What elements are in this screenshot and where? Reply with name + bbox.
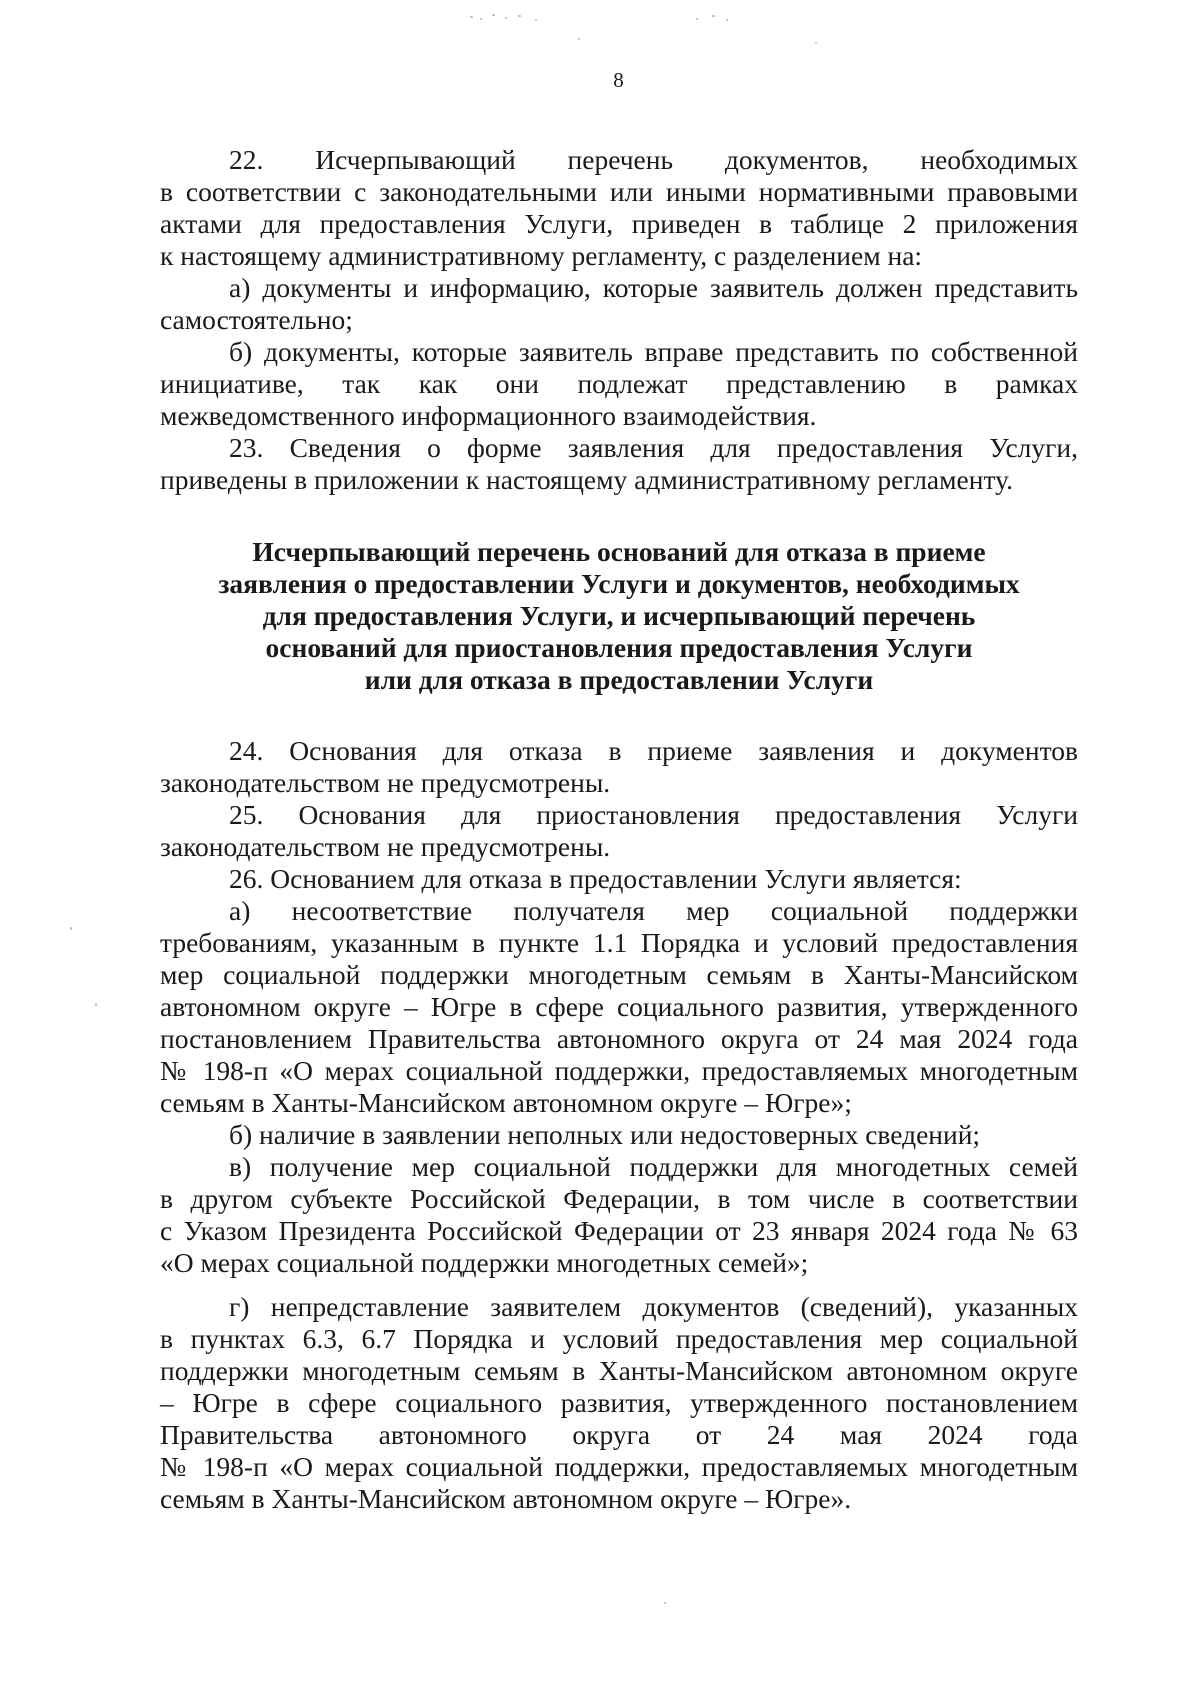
paragraph-line: 23. Сведения о форме заявления для предоставления Услуги, (229, 432, 1078, 463)
scan-artifact (664, 1602, 666, 1604)
paragraph-line: «О мерах социальной поддержки многодетных семей»; (160, 1247, 809, 1278)
paragraph-line: – Югре в сфере социального развития, утвержденного постановлением (160, 1387, 1078, 1418)
paragraph-line: поддержки многодетным семьям в Ханты-Мансийском автономном округе (160, 1355, 1078, 1386)
paragraph-line: мер социальной поддержки многодетным семьям в Ханты-Мансийском (160, 959, 1078, 990)
scan-artifact (480, 18, 482, 20)
scan-artifact (578, 38, 580, 40)
section-heading-line: или для отказа в предоставлении Услуги (364, 664, 874, 695)
scan-artifact (712, 15, 715, 17)
page-number: 8 (613, 68, 624, 92)
paragraph-line: а) несоответствие получателя мер социальной поддержки (229, 895, 1078, 926)
paragraph-line: инициативе, так как они подлежат представлению в рамках (160, 368, 1078, 399)
paragraph-line: в другом субъекте Российской Федерации, в том числе в соответствии (160, 1183, 1078, 1214)
paragraph-line: автономном округе – Югре в сфере социального развития, утвержденного (160, 991, 1078, 1022)
paragraph-line: семьям в Ханты-Мансийском автономном округе – Югре». (160, 1483, 852, 1514)
paragraph-line: в соответствии с законодательными или иными нормативными правовыми (160, 176, 1078, 207)
scan-artifact (70, 927, 72, 930)
paragraph-line: в) получение мер социальной поддержки для многодетных семей (229, 1151, 1078, 1182)
paragraph-line: Правительства автономного округа от 24 мая 2024 года (160, 1419, 1078, 1450)
paragraph-line: постановлением Правительства автономного округа от 24 мая 2024 года (160, 1023, 1078, 1054)
paragraph-line: № 198-п «О мерах социальной поддержки, предоставляемых многодетным (160, 1055, 1078, 1086)
paragraph-line: семьям в Ханты-Мансийском автономном округе – Югре»; (160, 1087, 852, 1118)
paragraph-line: № 198-п «О мерах социальной поддержки, предоставляемых многодетным (160, 1451, 1078, 1482)
paragraph-line: а) документы и информацию, которые заявитель должен представить (229, 272, 1078, 303)
paragraph-line: 25. Основания для приостановления предоставления Услуги (229, 799, 1078, 830)
paragraph-line: б) наличие в заявлении неполных или недостоверных сведений; (229, 1119, 981, 1150)
section-heading-line: для предоставления Услуги, и исчерпывающий перечень (262, 600, 976, 631)
paragraph-line: самостоятельно; (160, 304, 353, 335)
section-heading-line: Исчерпывающий перечень оснований для отказа в приеме (252, 536, 986, 567)
scan-artifact (492, 14, 495, 16)
scan-artifact (535, 19, 537, 21)
paragraph-line: актами для предоставления Услуги, приведен в таблице 2 приложения (160, 208, 1078, 239)
paragraph-line: 26. Основанием для отказа в предоставлении Услуги является: (229, 863, 962, 894)
paragraph-line: б) документы, которые заявитель вправе представить по собственной (229, 336, 1078, 367)
paragraph-line: с Указом Президента Российской Федерации от 23 января 2024 года № 63 (160, 1215, 1078, 1246)
paragraph-line: законодательством не предусмотрены. (160, 831, 611, 862)
paragraph-line: к настоящему административному регламенту, с разделением на: (160, 240, 923, 271)
paragraph-line: г) непредставление заявителем документов (сведений), указанных (229, 1291, 1078, 1322)
scan-artifact (726, 19, 728, 21)
scan-artifact (815, 42, 817, 44)
scan-artifact (95, 1003, 97, 1006)
section-heading-line: оснований для приостановления предоставления Услуги (265, 632, 973, 663)
scan-artifact (505, 17, 507, 19)
paragraph-line: межведомственного информационного взаимодействия. (160, 400, 817, 431)
paragraph-line: требованиям, указанным в пункте 1.1 Порядка и условий предоставления (160, 927, 1078, 958)
paragraph-line: в пунктах 6.3, 6.7 Порядка и условий предоставления мер социальной (160, 1323, 1078, 1354)
paragraph-line: приведены в приложении к настоящему административному регламенту. (160, 464, 1013, 495)
section-heading-line: заявления о предоставлении Услуги и документов, необходимых (218, 568, 1020, 599)
scan-artifact (470, 16, 473, 18)
paragraph-line: законодательством не предусмотрены. (160, 767, 611, 798)
paragraph-line: 22. Исчерпывающий перечень документов, необходимых (229, 144, 1078, 175)
scan-artifact (696, 18, 698, 20)
paragraph-line: 24. Основания для отказа в приеме заявления и документов (229, 735, 1078, 766)
scan-artifact (518, 15, 521, 17)
